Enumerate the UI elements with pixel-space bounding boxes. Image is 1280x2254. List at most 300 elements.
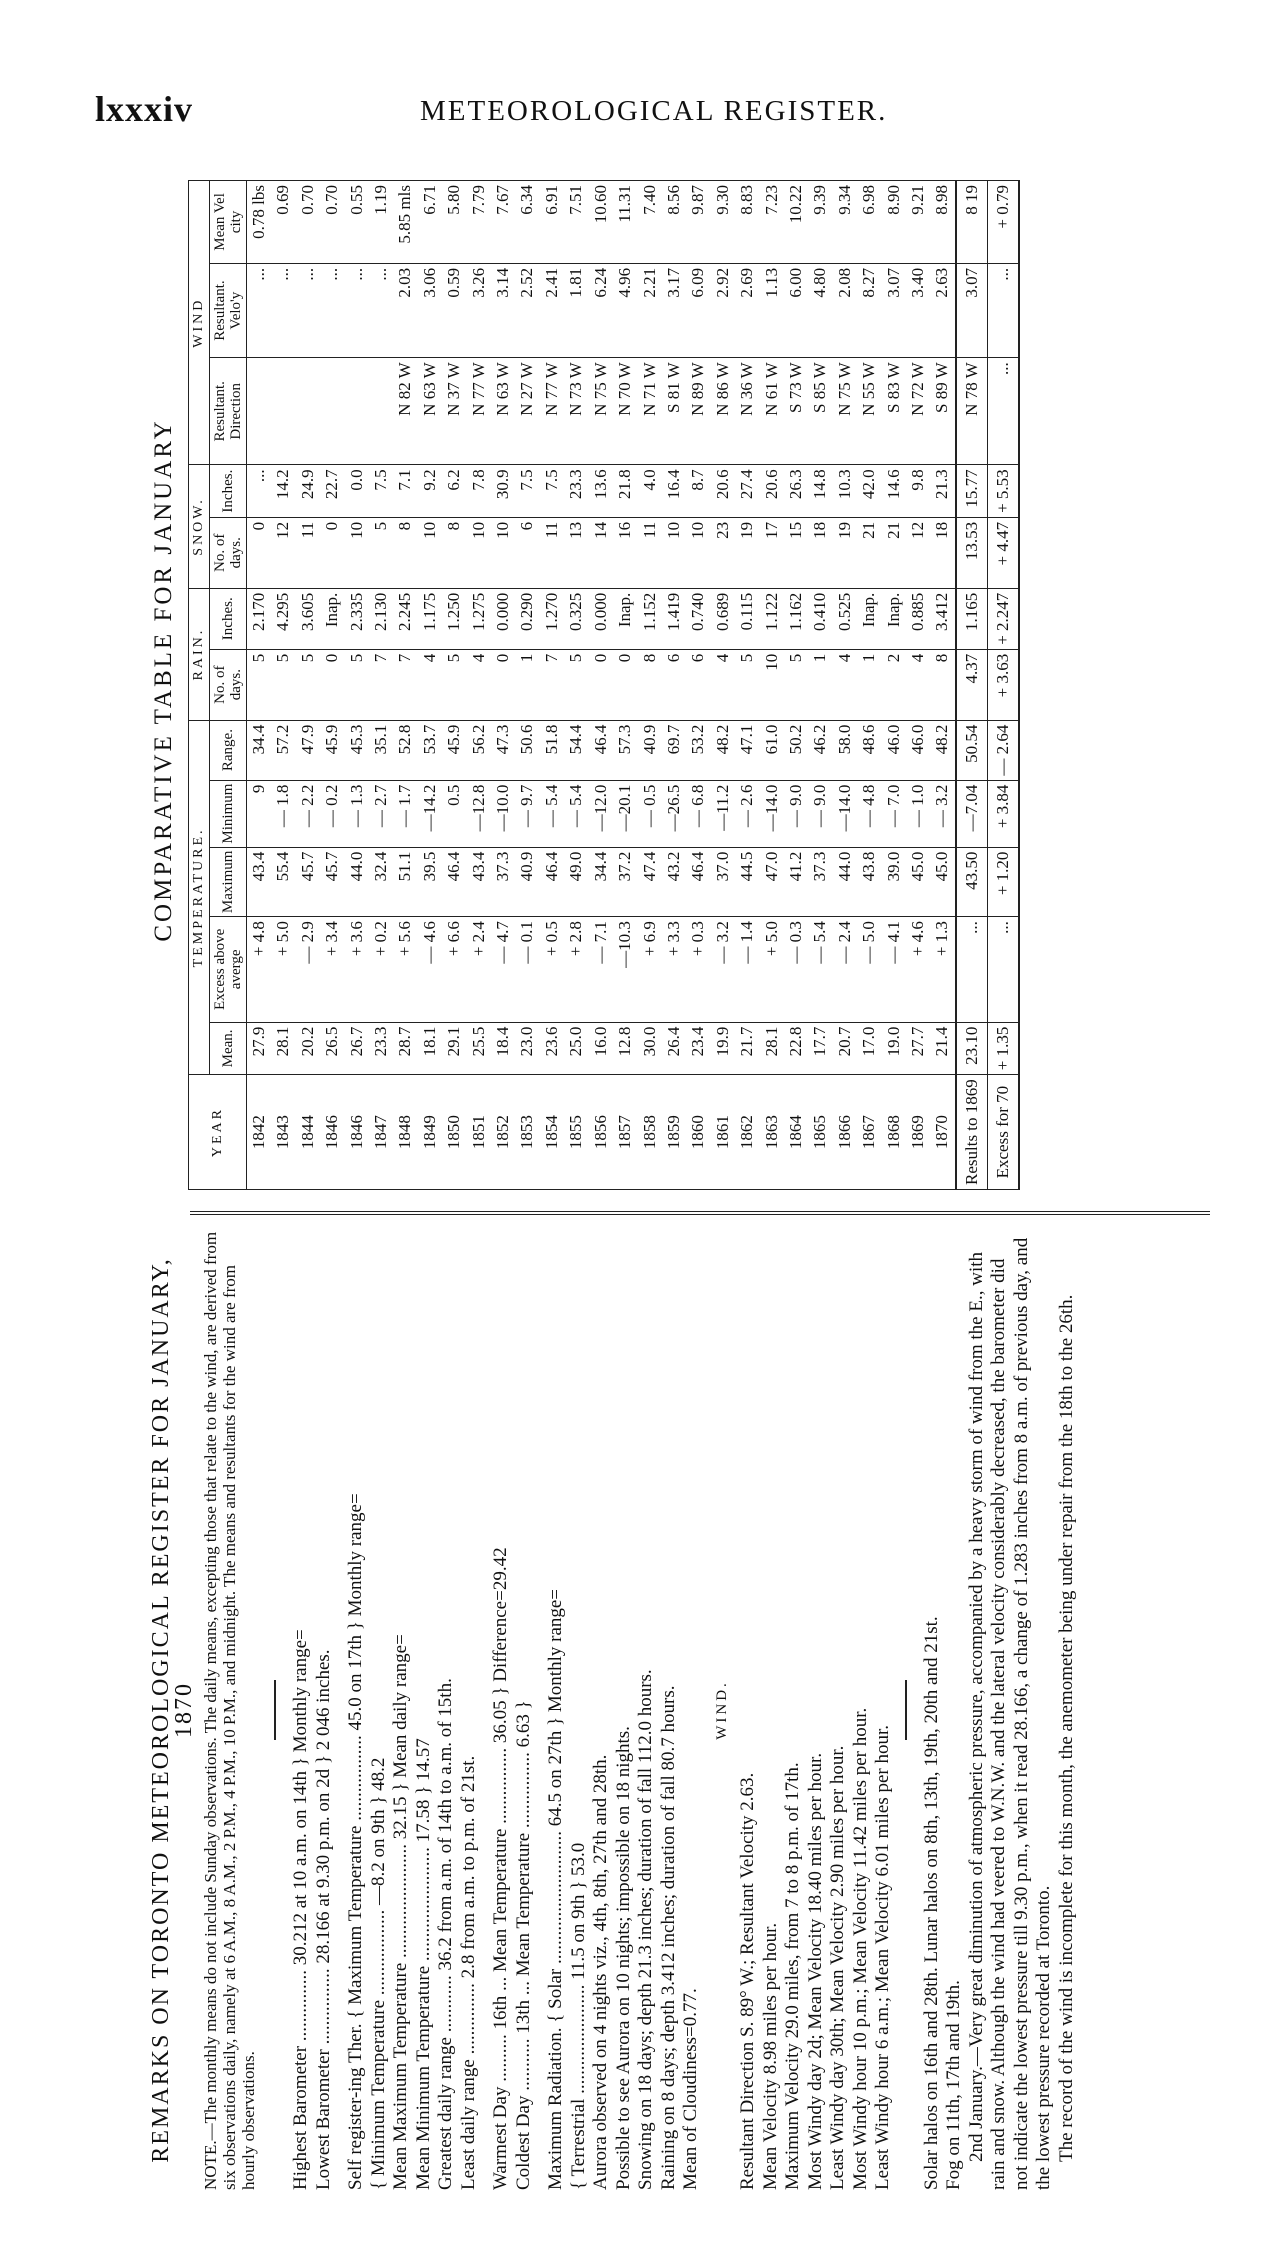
table-cell: N 75 W [833,358,857,465]
table-cell: 20.6 [711,465,735,518]
table-cell: 23.4 [686,1022,710,1075]
table-cell: 0.410 [808,588,832,649]
table-cell: 11 [540,517,564,588]
table-cell: — 4.8 [857,780,881,847]
table-cell [345,358,369,465]
table-cell: ... [369,263,393,357]
table-title: COMPARATIVE TABLE FOR JANUARY [150,418,177,942]
table-cell: 1.162 [784,588,808,649]
table-row [930,181,955,1190]
col-header: Mean Vel city [210,181,247,264]
table-cell: + 1.3 [930,917,955,1023]
table-cell: 16.0 [589,1022,613,1075]
table-cell: 1.275 [467,588,491,649]
summary-line: Lowest Barometer ................ 28.166 at 9.30 p.m. on 2d } 2 046 inches. [312,1649,334,2190]
table-cell: — 2.64 [987,720,1019,780]
table-cell: Inap. [613,588,637,649]
table-row [393,181,417,1190]
table-cell: 4 [906,649,930,720]
table-row [271,181,295,1190]
table-cell: 52.8 [393,720,417,780]
wind-line: Most Windy day 2d; Mean Velocity 18.40 miles per hour. [804,1752,826,2190]
table-cell: + 4.6 [906,917,930,1023]
table-cell: + 3.4 [320,917,344,1023]
table-cell: 46.4 [442,847,466,917]
table-cell [296,358,320,465]
table-cell: 3.07 [882,263,906,357]
table-cell: 8.7 [686,465,710,518]
table-cell: 1 [808,649,832,720]
table-cell: 19.0 [882,1022,906,1075]
table-cell: 5.80 [442,181,466,264]
year-cell: 1847 [369,1075,393,1190]
table-cell: 11 [296,517,320,588]
table-cell: N 73 W [564,358,588,465]
year-cell: 1855 [564,1075,588,1190]
table-cell: 27.7 [906,1022,930,1075]
table-cell: N 86 W [711,358,735,465]
table-cell: —11.2 [711,780,735,847]
table-cell: 8.90 [882,181,906,264]
table-cell: 8.27 [857,263,881,357]
table-cell: 0.59 [442,263,466,357]
table-cell: 50.2 [784,720,808,780]
summary-row [956,181,988,1190]
table-cell: 0 [320,649,344,720]
table-cell: 40.9 [638,720,662,780]
table-cell: N 37 W [442,358,466,465]
wind-heading: WIND. [713,1680,730,1740]
table-cell: 4 [467,649,491,720]
phenomena-line: Solar halos on 16th and 28th. Lunar halos on 8th, 13th, 19th, 20th and 21st. [920,1616,942,2190]
table-cell: 7 [369,649,393,720]
table-cell: — 2.7 [369,780,393,847]
table-cell: 5 [369,517,393,588]
table-cell: 19 [833,517,857,588]
table-cell: 3.412 [930,588,955,649]
table-cell: 21.7 [735,1022,759,1075]
table-cell: 5 [564,649,588,720]
year-cell: 1866 [833,1075,857,1190]
table-row [833,181,857,1190]
table-cell: 21.8 [613,465,637,518]
table-cell: 5 [784,649,808,720]
table-cell: 43.50 [956,847,988,917]
table-cell: 0.325 [564,588,588,649]
table-row [247,181,272,1190]
table-cell: 2.63 [930,263,955,357]
table-cell: 26.4 [662,1022,686,1075]
summary-line: Maximum Radiation. { Solar ............................ 64.5 on 27th } Monthly range= [545,1588,566,2190]
table-cell: 1.81 [564,263,588,357]
table-cell: 0.69 [271,181,295,264]
table-cell: 12 [906,517,930,588]
table-cell: 23.0 [515,1022,539,1075]
table-cell: — 5.0 [857,917,881,1023]
group-header-rain: RAIN. [189,588,210,720]
group-header-snow: SNOW. [189,465,210,588]
table-cell: 1.250 [442,588,466,649]
table-cell: 2.170 [247,588,272,649]
table-cell: N 71 W [638,358,662,465]
table-cell: 0.290 [515,588,539,649]
table-cell: 45.0 [930,847,955,917]
table-cell: 37.2 [613,847,637,917]
summary-line: Coldest Day ........... 13th ... Mean Temperature ................ 6.63 } [512,1700,534,2190]
table-cell: + 6.6 [442,917,466,1023]
table-cell: 34.4 [589,847,613,917]
table-cell: + 0.5 [540,917,564,1023]
table-cell: 10 [345,517,369,588]
summary-line: Highest Barometer ............... 30.212 at 10 a.m. on 14th } Monthly range= [290,1629,311,2190]
excess-row [987,181,1019,1190]
table-cell: 6 [515,517,539,588]
table-cell: 30.9 [491,465,515,518]
table-cell: 19.9 [711,1022,735,1075]
table-cell: 48.6 [857,720,881,780]
table-cell: 3.07 [956,263,988,357]
year-cell: 1862 [735,1075,759,1190]
table-cell: 7.51 [564,181,588,264]
table-cell: 41.2 [784,847,808,917]
table-cell: 0 [320,517,344,588]
table-cell: N 63 W [418,358,442,465]
table-cell: 44.0 [833,847,857,917]
table-cell: 45.0 [906,847,930,917]
year-cell: 1856 [589,1075,613,1190]
table-cell: 6.34 [515,181,539,264]
year-cell: 1860 [686,1075,710,1190]
table-cell: 9.30 [711,181,735,264]
page-number: lxxxiv [95,89,194,129]
table-cell: 23.3 [564,465,588,518]
table-cell: 30.0 [638,1022,662,1075]
table-cell: — 4.1 [882,917,906,1023]
table-cell: — 9.7 [515,780,539,847]
table-cell: —10.0 [491,780,515,847]
table-cell: 8.56 [662,181,686,264]
table-row [418,181,442,1190]
table-cell: ... [296,263,320,357]
table-cell: 21.4 [930,1022,955,1075]
wind-line: Most Windy hour 10 p.m.; Mean Velocity 11.42 miles per hour. [849,1707,871,2190]
observation-note: NOTE.—The monthly means do not include Sunday observations. The daily means, excepting those that relate to the wind, are derived from six observations daily, namely at 6 A.M., 8 A.M., 2 P.M., 4 P.M., 10 P.M., and midnight. The means and resultants for the wind are from hourly observations. [201,1231,258,2190]
table-cell: 6.71 [418,181,442,264]
table-cell: 8 [442,517,466,588]
table-cell: 2.245 [393,588,417,649]
table-cell: 17.0 [857,1022,881,1075]
table-cell: 4.80 [808,263,832,357]
table-cell: 7 [540,649,564,720]
table-cell: 9 [247,780,272,847]
table-cell: N 77 W [540,358,564,465]
table-cell: 18.1 [418,1022,442,1075]
table-row [638,181,662,1190]
table-cell: 26.3 [784,465,808,518]
table-cell: 58.0 [833,720,857,780]
table-row [857,181,881,1190]
table-cell: 6.24 [589,263,613,357]
table-cell: N 63 W [491,358,515,465]
col-header: Resultant. Velo'y [210,263,247,357]
table-row [760,181,784,1190]
table-cell: 8.83 [735,181,759,264]
table-row [784,181,808,1190]
table-cell: N 78 W [956,358,988,465]
table-cell: 2.130 [369,588,393,649]
year-cell: 1859 [662,1075,686,1190]
year-cell: 1846 [320,1075,344,1190]
table-cell: 23.6 [540,1022,564,1075]
table-cell: ... [320,263,344,357]
table-cell: 43.2 [662,847,686,917]
table-cell: 18.4 [491,1022,515,1075]
column-divider [190,1211,1210,1215]
table-cell: 5 [296,649,320,720]
table-cell: 3.26 [467,263,491,357]
table-cell: 9.34 [833,181,857,264]
table-cell: 61.0 [760,720,784,780]
table-cell: 0.885 [906,588,930,649]
table-cell: S 81 W [662,358,686,465]
table-cell: 28.7 [393,1022,417,1075]
table-row [515,181,539,1190]
table-cell: Inap. [882,588,906,649]
table-cell: 47.4 [638,847,662,917]
summary-line: Mean Maximum Temperature ........................ 32.15 } Mean daily range= [390,1634,411,2190]
table-row [589,181,613,1190]
table-cell: 45.7 [320,847,344,917]
table-cell: 9.21 [906,181,930,264]
table-cell: — 0.5 [638,780,662,847]
wind-summary [737,1230,895,2190]
table-cell: 45.9 [442,720,466,780]
table-cell: 7.5 [369,465,393,518]
table-cell: 46.0 [882,720,906,780]
table-cell: —20.1 [613,780,637,847]
table-cell: + 5.0 [760,917,784,1023]
table-cell: 0.689 [711,588,735,649]
table-cell: ... [987,263,1019,357]
table-cell: 48.2 [930,720,955,780]
table-cell: 1.270 [540,588,564,649]
table-cell: + 2.4 [467,917,491,1023]
summary-line: Possible to see Aurora on 10 nights; impossible on 18 nights. [612,1726,634,2190]
table-cell: 0.0 [345,465,369,518]
table-cell: N 55 W [857,358,881,465]
col-header: Mean. [210,1022,247,1075]
table-cell: 45.3 [345,720,369,780]
table-cell: — 7.0 [882,780,906,847]
table-cell: 53.7 [418,720,442,780]
table-cell: 1.13 [760,263,784,357]
table-cell: 1.152 [638,588,662,649]
wind-line: Least Windy day 30th; Mean Velocity 2.90 miles per hour. [827,1745,848,2190]
table-cell: 0 [247,517,272,588]
col-header: Inches. [210,465,247,518]
col-header: Minimum [210,780,247,847]
table-cell: 0 [613,649,637,720]
table-cell: — 0.1 [515,917,539,1023]
table-row [662,181,686,1190]
table-cell: 20.2 [296,1022,320,1075]
summary-line: { Terrestrial ....................... 11.5 on 9th } 53.0 [567,1842,589,2190]
table-cell: 47.3 [491,720,515,780]
table-cell: 44.5 [735,847,759,917]
table-cell: 37.0 [711,847,735,917]
table-cell: 1 [857,649,881,720]
summary-line: { Minimum Temperature .................. —8.2 on 9th } 48.2 [367,1757,389,2190]
table-cell: S 73 W [784,358,808,465]
table-cell: 26.7 [345,1022,369,1075]
summary-line: Warmest Day .......... 16th ... Mean Temperature ................ 36.05 } Difference=29.42 [490,1547,511,2190]
table-cell: — 5.4 [808,917,832,1023]
year-cell: 1865 [808,1075,832,1190]
table-row [882,181,906,1190]
table-cell: 0.115 [735,588,759,649]
table-cell: 0.525 [833,588,857,649]
table-cell: 11.31 [613,181,637,264]
table-cell: 14.6 [882,465,906,518]
table-cell: 46.4 [540,847,564,917]
col-header: No. of days. [210,517,247,588]
table-cell: —14.0 [833,780,857,847]
table-cell: 24.9 [296,465,320,518]
table-row [906,181,930,1190]
table-cell: 34.4 [247,720,272,780]
col-header: No. of days. [210,649,247,720]
table-row [613,181,637,1190]
table-cell: + 1.35 [987,1022,1019,1075]
table-cell: — 0.2 [320,780,344,847]
table-body [247,181,1019,1190]
year-cell: 1858 [638,1075,662,1190]
table-cell: 47.0 [760,847,784,917]
table-cell [320,358,344,465]
table-cell: ... [247,465,272,518]
table-cell: 3.605 [296,588,320,649]
table-cell: + 5.53 [987,465,1019,518]
remark-paragraph: The record of the wind is incomplete for this month, the anemometer being under repair from the 18th to the 26th. [1055,1294,1077,2162]
table-cell: + 5.0 [271,917,295,1023]
summary-line: Least daily range ............... 2.8 from a.m. to p.m. of 21st. [457,1755,479,2190]
table-cell: + 3.3 [662,917,686,1023]
year-cell: 1852 [491,1075,515,1190]
table-cell: 4.37 [956,649,988,720]
table-cell: S 89 W [930,358,955,465]
table-cell: 1.419 [662,588,686,649]
table-cell: 10 [467,517,491,588]
table-cell: 8.98 [930,181,955,264]
table-cell: 16 [613,517,637,588]
year-cell: 1846 [345,1075,369,1190]
table-cell: 3.06 [418,263,442,357]
table-cell: — 5.4 [564,780,588,847]
table-cell: 37.3 [491,847,515,917]
table-cell: 5 [735,649,759,720]
table-cell: —12.0 [589,780,613,847]
table-cell: 14.8 [808,465,832,518]
table-cell: 1.122 [760,588,784,649]
table-cell: ... [987,917,1019,1023]
table-cell: 25.0 [564,1022,588,1075]
table-cell: ... [987,358,1019,465]
table-cell: 2.08 [833,263,857,357]
rotated-page-body [150,170,1230,2190]
table-cell: — 4.6 [418,917,442,1023]
year-cell: 1850 [442,1075,466,1190]
table-cell: 7 [393,649,417,720]
table-cell: + 1.20 [987,847,1019,917]
table-cell: 8 [638,649,662,720]
table-cell: N 61 W [760,358,784,465]
table-cell: 10 [418,517,442,588]
table-cell: — 4.7 [491,917,515,1023]
table-cell: 18 [808,517,832,588]
table-row [711,181,735,1190]
col-header: Maximum [210,847,247,917]
table-cell: 0.55 [345,181,369,264]
table-cell: + 2.8 [564,917,588,1023]
col-header: Resultant. Direction [210,358,247,465]
table-cell: 8 [930,649,955,720]
table-cell: 6.98 [857,181,881,264]
table-cell: N 77 W [467,358,491,465]
year-cell: Excess for 70 [987,1075,1019,1190]
year-cell: Results to 1869 [956,1075,988,1190]
table-cell: — 1.3 [345,780,369,847]
summary-line: Mean of Cloudiness=0.77. [680,1988,701,2190]
year-cell: 1853 [515,1075,539,1190]
table-cell: 2.03 [393,263,417,357]
col-header: Excess above averge [210,917,247,1023]
table-cell: 10.60 [589,181,613,264]
table-cell: 4 [418,649,442,720]
table-cell: 7.5 [515,465,539,518]
table-cell: 0.70 [320,181,344,264]
table-cell: 4.96 [613,263,637,357]
table-cell: — 6.8 [686,780,710,847]
table-cell: — 2.6 [735,780,759,847]
year-cell: 1857 [613,1075,637,1190]
table-cell: 0.78 lbs [247,181,272,264]
running-head: METEOROLOGICAL REGISTER. [420,95,888,127]
table-cell: + 4.47 [987,517,1019,588]
table-cell: + 3.6 [345,917,369,1023]
table-row [491,181,515,1190]
table-cell: 15.77 [956,465,988,518]
table-cell: 10 [491,517,515,588]
table-cell: 2.335 [345,588,369,649]
table-cell: — 1.7 [393,780,417,847]
summary-line: Raining on 8 days; depth 3.412 inches; duration of fall 80.7 hours. [657,1685,679,2190]
table-cell: 53.2 [686,720,710,780]
table-cell: 5 [442,649,466,720]
table-cell: 15 [784,517,808,588]
table-cell: ... [247,263,272,357]
group-header-wind: WIND [189,181,210,465]
table-cell: N 89 W [686,358,710,465]
table-cell: + 3.63 [987,649,1019,720]
year-cell: 1870 [930,1075,955,1190]
table-cell: 56.2 [467,720,491,780]
table-cell: 46.4 [686,847,710,917]
table-cell: 57.3 [613,720,637,780]
table-cell: 8 [393,517,417,588]
table-cell: 7.1 [393,465,417,518]
table-cell: 11 [638,517,662,588]
table-cell: 9.8 [906,465,930,518]
